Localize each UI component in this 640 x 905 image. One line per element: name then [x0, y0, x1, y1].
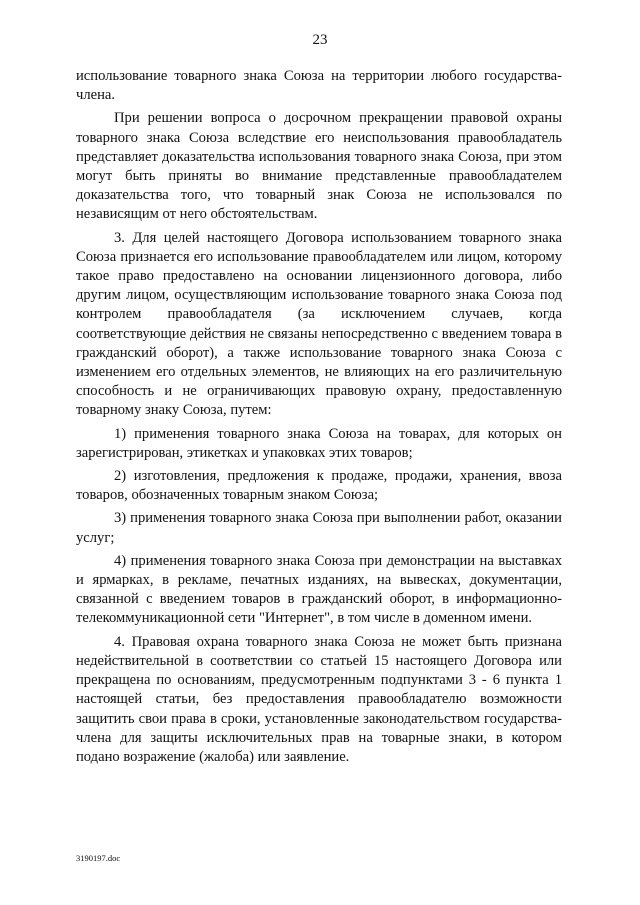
list-item-3: 3) применения товарного знака Союза при выполнении работ, оказании услуг; [76, 510, 562, 546]
paragraph-clause-4: 4. Правовая охрана товарного знака Союза не может быть признана недействительной в соответствии со статьей 15 настоящего Договора или прекращена по основаниям, предусмотренным подпунктами 3 - 6 пункта 1 настоящей статьи, без предоставления правообладателю возможности защитить свои права в сроки, установленные законодательством государства-члена для защиты исключительных прав на товарные знаки, в котором подано возражение (жалоба) или заявление. [76, 633, 562, 765]
list-item-1: 1) применения товарного знака Союза на товарах, для которых он зарегистрирован, этикетках и упаковках этих товаров; [76, 425, 562, 461]
paragraph-clause-3: 3. Для целей настоящего Договора использованием товарного знака Союза признается его использование правообладателем или лицом, которому такое право предоставлено на основании лицензионного договора, либо другим лицом, осуществляющим использование товарного знака Союза под контролем правообладателя (за исключением случаев, когда соответствующие действия не связаны непосредственно с введением товара в гражданский оборот), а также использование товарного знака Союза с изменением его отдельных элементов, не влияющих на его различительную способность и не ограничивающих правовую охрану, предоставленную товарному знаку Союза, путем: [76, 229, 562, 419]
paragraph-continuation: использование товарного знака Союза на территории любого государства-члена. [76, 68, 562, 104]
list-item-4: 4) применения товарного знака Союза при демонстрации на выставках и ярмарках, в рекламе, печатных изданиях, на вывесках, документации, связанной с введением товаров в гражданский оборот, в информационно-телекоммуникационной сети "Интернет", в том числе в доменном имени. [76, 552, 562, 627]
document-body [76, 67, 562, 767]
page-number: 23 [312, 32, 328, 48]
footer-filename: 3190197.doc [76, 853, 121, 863]
list-item-2: 2) изготовления, предложения к продаже, продажи, хранения, ввоза товаров, обозначенных товарным знаком Союза; [76, 468, 562, 504]
paragraph-early-termination: При решении вопроса о досрочном прекращении правовой охраны товарного знака Союза вследствие его неиспользования правообладатель представляет доказательства использования товарного знака Союза, при этом могут быть приняты во внимание представленные правообладателем доказательства того, что товарный знак Союза не использовался по независящим от него обстоятельствам. [76, 110, 562, 223]
